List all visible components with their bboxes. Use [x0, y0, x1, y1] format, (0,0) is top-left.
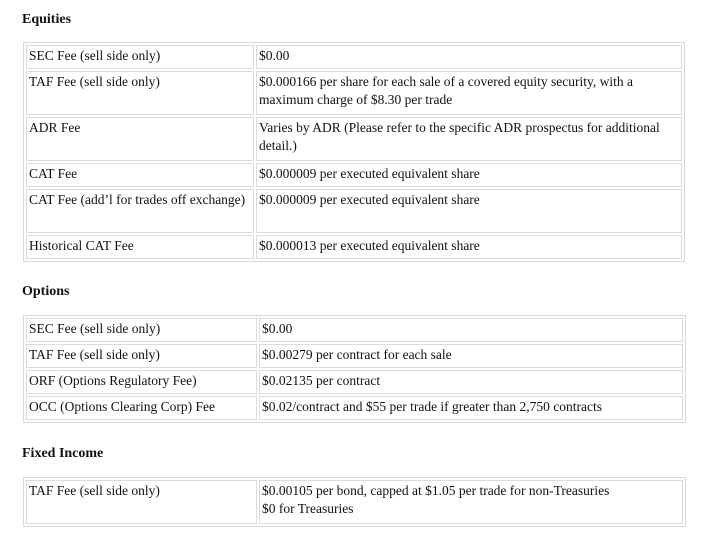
table-row	[26, 480, 683, 524]
fee-name: TAF Fee (sell side only)	[26, 71, 254, 115]
fee-value: $0.02135 per contract	[259, 370, 683, 394]
fee-name: TAF Fee (sell side only)	[26, 344, 257, 368]
fee-value: $0.000009 per executed equivalent share	[256, 189, 682, 233]
fee-name: SEC Fee (sell side only)	[26, 318, 257, 342]
fee-value: $0.000166 per share for each sale of a covered equity security, with a maximum charge of $8.30 per trade	[256, 71, 682, 115]
fixed-income-fee-table	[23, 477, 686, 527]
table-row	[26, 45, 682, 69]
table-row	[26, 318, 683, 342]
fee-name: SEC Fee (sell side only)	[26, 45, 254, 69]
fee-name: CAT Fee	[26, 163, 254, 187]
fee-value: $0.000013 per executed equivalent share	[256, 235, 682, 259]
table-row	[26, 163, 682, 187]
fee-name: Historical CAT Fee	[26, 235, 254, 259]
table-row	[26, 396, 683, 420]
table-row	[26, 235, 682, 259]
table-row	[26, 344, 683, 368]
fee-value: $0.00105 per bond, capped at $1.05 per trade for non-Treasuries $0 for Treasuries	[259, 480, 683, 524]
equities-fee-table	[23, 42, 685, 262]
fee-value: Varies by ADR (Please refer to the specific ADR prospectus for additional detail.)	[256, 117, 682, 161]
fee-name: ADR Fee	[26, 117, 254, 161]
fee-name: CAT Fee (add’l for trades off exchange)	[26, 189, 254, 233]
table-row	[26, 189, 682, 233]
options-heading: Options	[22, 284, 70, 299]
fee-value: $0.000009 per executed equivalent share	[256, 163, 682, 187]
options-fee-table	[23, 315, 686, 423]
fee-value: $0.02/contract and $55 per trade if greater than 2,750 contracts	[259, 396, 683, 420]
fee-value: $0.00	[259, 318, 683, 342]
fee-value: $0.00279 per contract for each sale	[259, 344, 683, 368]
table-row	[26, 370, 683, 394]
fee-name: TAF Fee (sell side only)	[26, 480, 257, 524]
table-row	[26, 117, 682, 161]
fee-name: OCC (Options Clearing Corp) Fee	[26, 396, 257, 420]
fee-value: $0.00	[256, 45, 682, 69]
fixed-income-heading: Fixed Income	[22, 446, 104, 461]
table-row	[26, 71, 682, 115]
equities-heading: Equities	[22, 12, 72, 27]
fee-name: ORF (Options Regulatory Fee)	[26, 370, 257, 394]
